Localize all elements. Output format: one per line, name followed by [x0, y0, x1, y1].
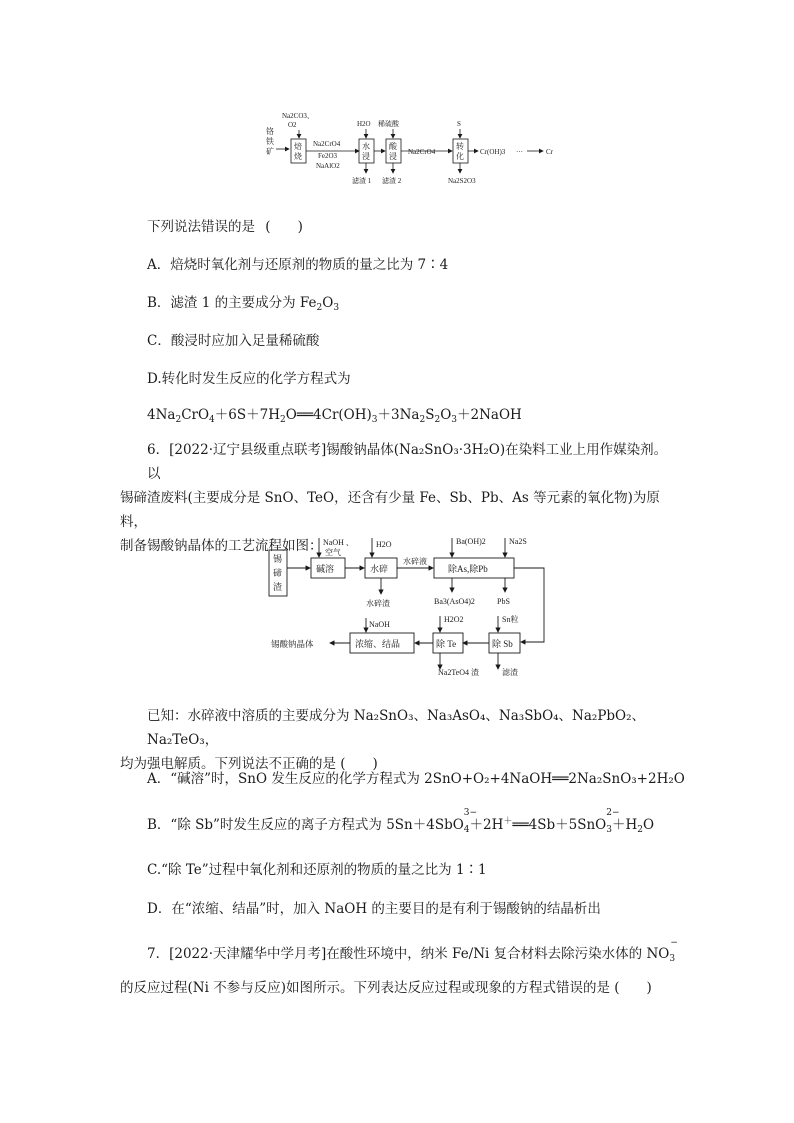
sb-residue-label: 滤渣	[502, 668, 518, 677]
q5-option-c: C．酸浸时应加入足量稀硫酸	[147, 333, 320, 349]
q5-stem: 下列说法错误的是 ( )	[147, 219, 303, 235]
croh3-label: Cr(OH)3	[480, 148, 506, 156]
ba3aso42-label: Ba3(AsO4)2	[434, 597, 475, 606]
naoh-label: NaOH	[369, 620, 390, 629]
tin-process-diagram	[266, 530, 556, 680]
acid-label: 稀硫酸	[378, 120, 399, 128]
sn-label: Sn粒	[502, 615, 519, 624]
dots-label: ···	[516, 148, 523, 156]
q6-option-c: C.“除 Te”过程中氧化剂和还原剂的物质的量之比为 1∶1	[147, 862, 487, 878]
svg-text:水浸: 水浸	[362, 142, 370, 161]
na2s-label: Na2S	[509, 537, 527, 546]
na2teo4-label: Na2TeO4 渣	[438, 668, 479, 677]
roast-reagent-2: O2	[288, 121, 297, 129]
thiosulfate-label: Na2S2O3	[448, 177, 476, 185]
h2o2-label: H2O2	[444, 615, 464, 624]
naoh-air-label-2: 空气	[325, 548, 341, 557]
q6-known: 已知：水碎液中溶质的主要成分为 Na₂SnO₃、Na₃AsO₄、Na₃SbO₄、Na₂PbO₂、Na₂TeO₃， 均为强电解质。下列说法不正确的是 ( )	[120, 708, 646, 772]
chromite-process-diagram	[262, 108, 562, 190]
h2o-label: H2O	[376, 540, 392, 549]
water-label: H2O	[357, 120, 371, 128]
feed-label: 铬铁矿	[266, 127, 274, 156]
q6-option-a: A．“碱溶”时，SnO 发生反应的化学方程式为 2SnO+O₂+4NaOH══2Na₂SnO₃+2H₂O	[147, 771, 685, 787]
q5-option-d-equation: $4Na_2CrO_4+6S+7H_2O══4Cr(OH)_3+3Na_2S_2O_3+2NaOH$	[147, 407, 522, 425]
crush-label: 水碎	[370, 564, 389, 574]
q5-option-a: A．焙烧时氧化剂与还原剂的物质的量之比为 7∶4	[147, 257, 449, 273]
q6-option-d: D．在“浓缩、结晶”时，加入 NaOH 的主要目的是有利于锡酸钠的结晶析出	[147, 901, 601, 917]
q6-option-b: B．“除 Sb”时发生反应的离子方程式为 5Sn＋4SbO 3− $_4$＋2H＋══4Sb＋5SnO 2− $_3+H_2O$	[147, 808, 655, 835]
residue2-label: 滤渣 2	[382, 177, 402, 185]
sulfur-label: S	[457, 120, 461, 128]
after-acid-label: Na2CrO4	[408, 148, 436, 156]
crush-residue-label: 水碎渣	[366, 599, 390, 608]
pbs-label: PbS	[497, 597, 510, 606]
svg-text:酸浸: 酸浸	[389, 142, 397, 161]
cr-label: Cr	[546, 148, 553, 156]
roast-product-3: NaAlO2	[316, 162, 340, 170]
naoh-air-label-1: NaOH 、	[323, 538, 354, 547]
q5-option-b: B．滤渣 1 的主要成分为 $Fe_2O_3$	[147, 295, 340, 313]
crush-liquid-label: 水碎液	[403, 557, 427, 566]
q5-option-d: D.转化时发生反应的化学方程式为	[147, 371, 351, 387]
remove-sb-label: 除 Sb	[492, 639, 513, 649]
baoh2-label: Ba(OH)2	[456, 537, 486, 546]
roast-product-1: Na2CrO4	[313, 140, 341, 148]
svg-text:焙烧: 焙烧	[294, 142, 302, 161]
remove-as-pb-label: 除As,除Pb	[448, 564, 488, 574]
product-label: 锡酸钠晶体	[271, 639, 314, 649]
q7-line2: 的反应过程(Ni 不参与反应)如图所示。下列表达反应过程或现象的方程式错误的是 ( )	[120, 980, 652, 996]
svg-text:锡碲渣: 锡碲渣	[273, 554, 283, 592]
remove-te-label: 除 Te	[436, 639, 457, 649]
q6-stem: 6．[2022·辽宁县级重点联考]锡酸钠晶体(Na₂SnO₃·3H₂O)在染料工业上用作媒染剂。以 锡碲渣废料(主要成分是 SnO、TeO，还含有少量 Fe、Sb、Pb、As 等元素的氧化物)为原料， 制备锡酸钠晶体的工艺流程如图：	[120, 442, 668, 554]
svg-text:转化: 转化	[456, 142, 464, 161]
alkali-label: 碱溶	[316, 564, 335, 574]
residue1-label: 滤渣 1	[352, 177, 372, 185]
q5-answer-blank: ( )	[265, 219, 303, 235]
concentrate-label: 浓缩、结晶	[355, 639, 401, 649]
q7-line1: 7．[2022·天津耀华中学月考]在酸性环境中，纳米 Fe/Ni 复合材料去除污染水体的 NO − $_3$	[147, 938, 678, 964]
roast-reagent-1: Na2CO3、	[282, 112, 314, 120]
roast-product-2: Fe2O3	[318, 152, 338, 160]
